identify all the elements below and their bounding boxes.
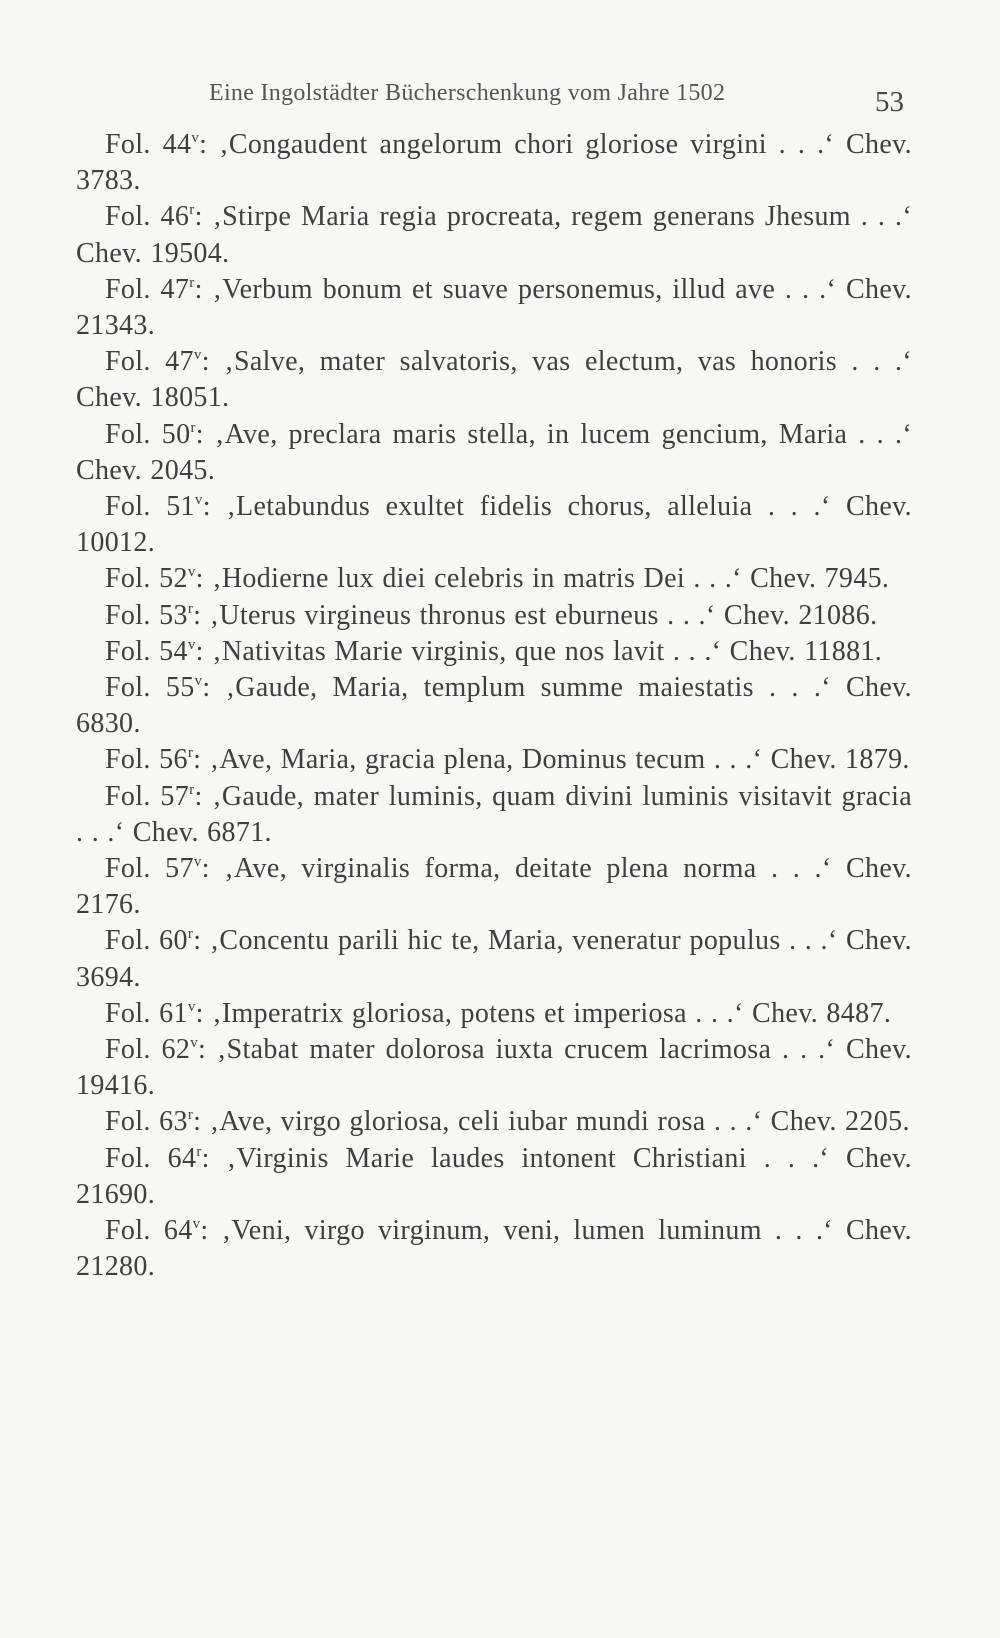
hymn-entry (76, 561, 912, 597)
folio-number: Fol. 60 (105, 925, 188, 957)
hymn-entry (76, 996, 912, 1032)
entry-text: : ‚Concentu parili hic te, Maria, veneratur populus . . .‘ Chev. 3694. (76, 925, 912, 993)
folio-side: v (187, 636, 196, 653)
folio-number: Fol. 44 (105, 129, 192, 160)
running-header (76, 76, 916, 116)
hymn-entry (76, 779, 912, 851)
folio-side: v (193, 854, 202, 871)
folio-side: r (189, 274, 195, 291)
folio-side: v (193, 347, 202, 364)
entry-text: : ‚Salve, mater salvatoris, vas electum, vas honoris . . .‘ Chev. 18051. (76, 346, 912, 414)
hymn-entry (76, 742, 912, 778)
entry-text: : ‚Congaudent angelorum chori gloriose virgini . . .‘ Chev. 3783. (76, 129, 912, 197)
entry-text: : ‚Ave, virgo gloriosa, celi iubar mundi rosa . . .‘ Chev. 2205. (193, 1106, 910, 1138)
folio-reference (105, 1143, 202, 1174)
entry-text: : ‚Virginis Marie laudes intonent Christiani . . .‘ Chev. 21690. (76, 1142, 912, 1210)
folio-reference (105, 636, 196, 667)
folio-reference (105, 201, 195, 232)
hymn-entry (76, 670, 912, 742)
entry-text: : ‚Imperatrix gloriosa, potens et imperiosa . . .‘ Chev. 8487. (195, 997, 892, 1029)
hymn-entry (76, 417, 912, 489)
entry-text: : ‚Stabat mater dolorosa iuxta crucem lacrimosa . . .‘ Chev. 19416. (76, 1034, 912, 1102)
entry-text: : ‚Ave, preclara maris stella, in lucem gencium, Maria . . .‘ Chev. 2045. (76, 418, 912, 486)
folio-reference (105, 1215, 200, 1246)
entry-text: : ‚Uterus virgineus thronus est eburneus . . .‘ Chev. 21086. (193, 599, 878, 631)
entry-text: : ‚Gaude, mater luminis, quam divini luminis visitavit gracia . . .‘ Chev. 6871. (76, 780, 912, 848)
folio-number: Fol. 52 (105, 563, 188, 595)
folio-reference (105, 563, 196, 594)
entry-text: : ‚Stirpe Maria regia procreata, regem generans Jhesum . . .‘ Chev. 19504. (76, 201, 912, 269)
folio-reference (105, 1034, 198, 1065)
folio-number: Fol. 56 (105, 744, 188, 776)
entry-text: : ‚Veni, virgo virginum, veni, lumen luminum . . .‘ Chev. 21280. (76, 1215, 912, 1283)
hymn-entry (76, 1032, 912, 1104)
folio-side: r (196, 1143, 202, 1160)
folio-reference (105, 744, 193, 775)
hymn-entry (76, 851, 912, 923)
hymn-entry (76, 598, 912, 634)
folio-side: r (187, 600, 194, 617)
folio-reference (105, 346, 202, 377)
entry-text: : ‚Gaude, Maria, templum summe maiestatis . . .‘ Chev. 6830. (76, 672, 912, 740)
entry-text: : ‚Ave, Maria, gracia plena, Dominus tecum . . .‘ Chev. 1879. (193, 744, 910, 776)
folio-side: v (194, 492, 203, 509)
folio-side: r (189, 202, 195, 219)
folio-number: Fol. 64 (105, 1215, 193, 1247)
folio-reference (105, 491, 203, 522)
folio-reference (105, 274, 195, 305)
folio-number: Fol. 53 (105, 599, 188, 631)
hymn-entry (76, 1141, 912, 1213)
hymn-entry (76, 127, 912, 199)
folio-side: v (187, 564, 196, 581)
hymn-entry (76, 272, 912, 344)
folio-number: Fol. 46 (105, 201, 190, 233)
folio-reference (105, 925, 193, 956)
folio-side: v (190, 1035, 199, 1052)
running-title: Eine Ingolstädter Bücherschenkung vom Jahre 1502 (209, 80, 726, 106)
hymn-entry (76, 1213, 912, 1285)
folio-number: Fol. 64 (105, 1142, 197, 1174)
hymn-entry (76, 199, 912, 271)
folio-side: v (191, 130, 200, 146)
folio-side: v (187, 998, 196, 1015)
entry-text: : ‚Ave, virginalis forma, deitate plena norma . . .‘ Chev. 2176. (76, 853, 912, 921)
folio-number: Fol. 47 (105, 346, 194, 378)
folio-number: Fol. 55 (105, 672, 195, 704)
folio-number: Fol. 62 (105, 1034, 191, 1066)
folio-reference (105, 998, 196, 1029)
folio-number: Fol. 63 (105, 1106, 188, 1138)
hymn-entry (76, 1104, 912, 1140)
folio-number: Fol. 57 (105, 780, 190, 812)
entry-text: : ‚Verbum bonum et suave personemus, illud ave . . .‘ Chev. 21343. (76, 273, 912, 342)
entry-text: : ‚Hodierne lux diei celebris in matris Dei . . .‘ Chev. 7945. (195, 563, 890, 595)
folio-side: r (187, 745, 194, 762)
hymn-entry (76, 489, 912, 561)
folio-number: Fol. 50 (105, 418, 191, 450)
folio-number: Fol. 54 (105, 635, 188, 667)
entry-text: : ‚Nativitas Marie virginis, que nos lavit . . .‘ Chev. 11881. (195, 635, 883, 667)
folio-reference (105, 129, 199, 160)
folio-reference (105, 600, 193, 631)
hymn-entry (76, 634, 912, 670)
folio-reference (105, 1106, 193, 1137)
folio-side: r (189, 781, 195, 798)
folio-reference (105, 672, 202, 703)
folio-side: v (192, 1216, 201, 1233)
entry-text: : ‚Letabundus exultet fidelis chorus, alleluia . . .‘ Chev. 10012. (76, 491, 912, 559)
page-number: 53 (875, 86, 904, 118)
folio-side: r (187, 1107, 194, 1124)
folio-reference (105, 781, 194, 812)
folio-number: Fol. 57 (105, 853, 194, 885)
folio-number: Fol. 61 (105, 997, 188, 1029)
hymn-entry (76, 923, 912, 995)
folio-reference (105, 853, 202, 884)
folio-reference (105, 419, 196, 450)
folio-number: Fol. 51 (105, 491, 195, 523)
folio-number: Fol. 47 (105, 273, 190, 305)
hymn-entry-list (76, 127, 912, 1286)
folio-side: r (187, 926, 194, 943)
hymn-entry (76, 344, 912, 416)
folio-side: v (194, 673, 203, 690)
folio-side: r (190, 419, 196, 436)
